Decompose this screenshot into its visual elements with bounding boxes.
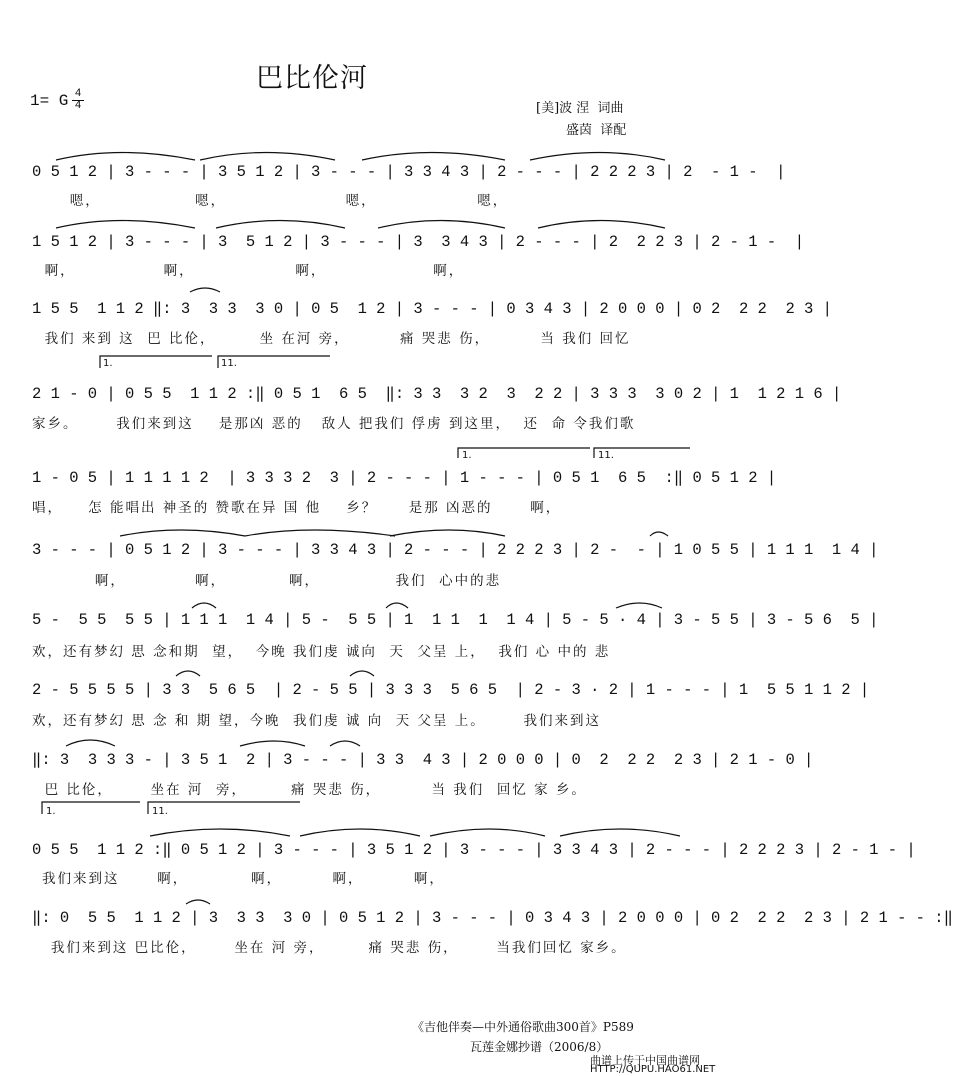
volta-2-label: 11. bbox=[152, 806, 168, 817]
notation-row-7: 5 - 5 5 5 5 | 1 1 1 1 4 | 5 - 5 5 | 1 1 1 1 1 4 | 5 - 5 · 4 | 3 - 5 5 | 3 - 5 6 5 | bbox=[32, 611, 879, 629]
lyric-row-3: 我们 来到 这 巴 比伦， 坐 在河 旁， 痛 哭悲 伤， 当 我们 回忆 bbox=[32, 331, 631, 347]
slur-mark bbox=[192, 603, 216, 608]
watermark-text: 曲谱上传于中国曲谱网 bbox=[590, 1054, 700, 1067]
volta-1-label: 1. bbox=[103, 358, 113, 369]
lyric-row-10: 我们来到这 啊， 啊， 啊， 啊， bbox=[42, 871, 445, 887]
notation-row-1: 0 5 1 2 | 3 - - - | 3 5 1 2 | 3 - - - | 3 3 4 3 | 2 - - - | 2 2 2 3 | 2 - 1 - | bbox=[32, 163, 786, 181]
volta-2-label: 11. bbox=[221, 358, 237, 369]
lyricist-composer-credit: [美]波 涅 词曲 bbox=[536, 101, 624, 116]
lyric-row-1: 嗯， 嗯， 嗯， 嗯， bbox=[32, 193, 509, 209]
notation-row-8: 2 - 5 5 5 5 | 3 3 5 6 5 | 2 - 5 5 | 3 3 3 5 6 5 | 2 - 3 · 2 | 1 - - - | 1 5 5 1 1 2 | bbox=[32, 681, 870, 699]
source-citation: 《吉他伴奏—中外通俗歌曲300首》P589 bbox=[412, 1020, 634, 1034]
volta-1-label: 1. bbox=[46, 806, 56, 817]
slur-mark bbox=[530, 153, 665, 161]
slur-mark bbox=[350, 671, 374, 676]
lyric-row-11: 我们来到这 巴比伦， 坐在 河 旁， 痛 哭悲 伤， 当我们回忆 家乡。 bbox=[32, 940, 627, 956]
notation-row-4: 2 1 - 0 | 0 5 5 1 1 2 :‖ 0 5 1 6 5 ‖: 3 3 3 2 3 2 2 | 3 3 3 3 0 2 | 1 1 2 1 6 | bbox=[32, 385, 842, 403]
volta-bracket bbox=[100, 356, 212, 368]
slur-mark bbox=[560, 829, 680, 836]
slur-mark bbox=[200, 153, 335, 161]
slur-mark bbox=[245, 530, 395, 536]
slur-mark bbox=[300, 829, 420, 836]
volta-2-label: 11. bbox=[598, 450, 614, 461]
slur-mark bbox=[56, 153, 195, 161]
slur-mark bbox=[330, 741, 360, 746]
notation-row-3: 1 5 5 1 1 2 ‖: 3 3 3 3 0 | 0 5 1 2 | 3 - - - | 0 3 4 3 | 2 0 0 0 | 0 2 2 2 2 3 | bbox=[32, 300, 832, 318]
notation-row-5: 1 - 0 5 | 1 1 1 1 2 | 3 3 3 2 3 | 2 - - - | 1 - - - | 0 5 1 6 5 :‖ 0 5 1 2 | bbox=[32, 469, 777, 487]
volta-bracket bbox=[148, 802, 300, 814]
tie-mark bbox=[190, 288, 220, 292]
volta-1-label: 1. bbox=[462, 450, 472, 461]
notation-row-11: ‖: 0 5 5 1 1 2 | 3 3 3 3 0 | 0 5 1 2 | 3 - - - | 0 3 4 3 | 2 0 0 0 | 0 2 2 2 2 3 | 2 1 - - :‖ bbox=[32, 909, 953, 927]
lyric-row-2: 啊， 啊， 啊， 啊， bbox=[32, 263, 465, 279]
slur-mark bbox=[150, 829, 290, 836]
slur-mark bbox=[430, 829, 545, 836]
transcriber-credit: 瓦莲金娜抄谱（2006/8） bbox=[470, 1040, 609, 1054]
tie-mark bbox=[186, 900, 210, 904]
lyric-row-7: 欢，还有梦幻 思 念和期 望， 今晚 我们虔 诚向 天 父呈 上， 我们 心 中的 悲 bbox=[32, 644, 611, 660]
lyric-row-8: 欢，还有梦幻 思 念 和 期 望，今晚 我们虔 诚 向 天 父呈 上。 我们来到这 bbox=[32, 713, 602, 729]
volta-bracket bbox=[42, 802, 140, 814]
slur-mark bbox=[120, 530, 245, 536]
lyric-row-4: 家乡。 我们来到这 是那凶 恶的 敌人 把我们 俘虏 到这里， 还 命 令我们歌 bbox=[32, 416, 636, 432]
notation-row-6: 3 - - - | 0 5 1 2 | 3 - - - | 3 3 4 3 | 2 - - - | 2 2 2 3 | 2 - - | 1 0 5 5 | 1 1 1 1 4 | bbox=[32, 541, 879, 559]
slur-mark bbox=[378, 221, 505, 229]
lyric-row-6: 啊， 啊， 啊， 我们 心中的悲 bbox=[32, 573, 502, 589]
volta-bracket bbox=[458, 448, 590, 458]
slur-mark bbox=[386, 603, 408, 608]
slur-mark bbox=[362, 153, 505, 161]
slur-mark bbox=[176, 671, 200, 676]
notation-row-10: 0 5 5 1 1 2 :‖ 0 5 1 2 | 3 - - - | 3 5 1 2 | 3 - - - | 3 3 4 3 | 2 - - - | 2 2 2 3 | 2 - 1 - | bbox=[32, 841, 916, 859]
lyric-row-9: 巴 比伦， 坐在 河 旁， 痛 哭悲 伤， 当 我们 回忆 家 乡。 bbox=[32, 782, 587, 798]
notation-row-2: 1 5 1 2 | 3 - - - | 3 5 1 2 | 3 - - - | 3 3 4 3 | 2 - - - | 2 2 2 3 | 2 - 1 - | bbox=[32, 233, 805, 251]
notation-row-9: ‖: 3 3 3 3 - | 3 5 1 2 | 3 - - - | 3 3 4 3 | 2 0 0 0 | 0 2 2 2 2 3 | 2 1 - 0 | bbox=[32, 751, 814, 769]
slur-mark bbox=[216, 221, 345, 229]
slur-mark bbox=[56, 221, 195, 229]
key-signature: 1= G bbox=[30, 92, 69, 110]
time-signature-bottom: 4 bbox=[72, 100, 84, 112]
slur-mark bbox=[66, 740, 115, 746]
translator-credit: 盛茵 译配 bbox=[566, 123, 627, 138]
slur-mark bbox=[616, 603, 662, 608]
slur-mark bbox=[538, 221, 665, 229]
slur-mark bbox=[240, 741, 305, 746]
watermark-url: HTTP://QUPU.HAO61.NET bbox=[590, 1064, 716, 1075]
page-title: 巴比伦河 bbox=[256, 63, 368, 94]
slur-mark bbox=[390, 530, 505, 536]
time-signature-top: 4 bbox=[74, 88, 82, 100]
lyric-row-5: 唱， 怎 能唱出 神圣的 赞歌在异 国 他 乡？ 是那 凶恶的 啊， bbox=[32, 500, 562, 516]
slur-mark bbox=[650, 532, 668, 536]
